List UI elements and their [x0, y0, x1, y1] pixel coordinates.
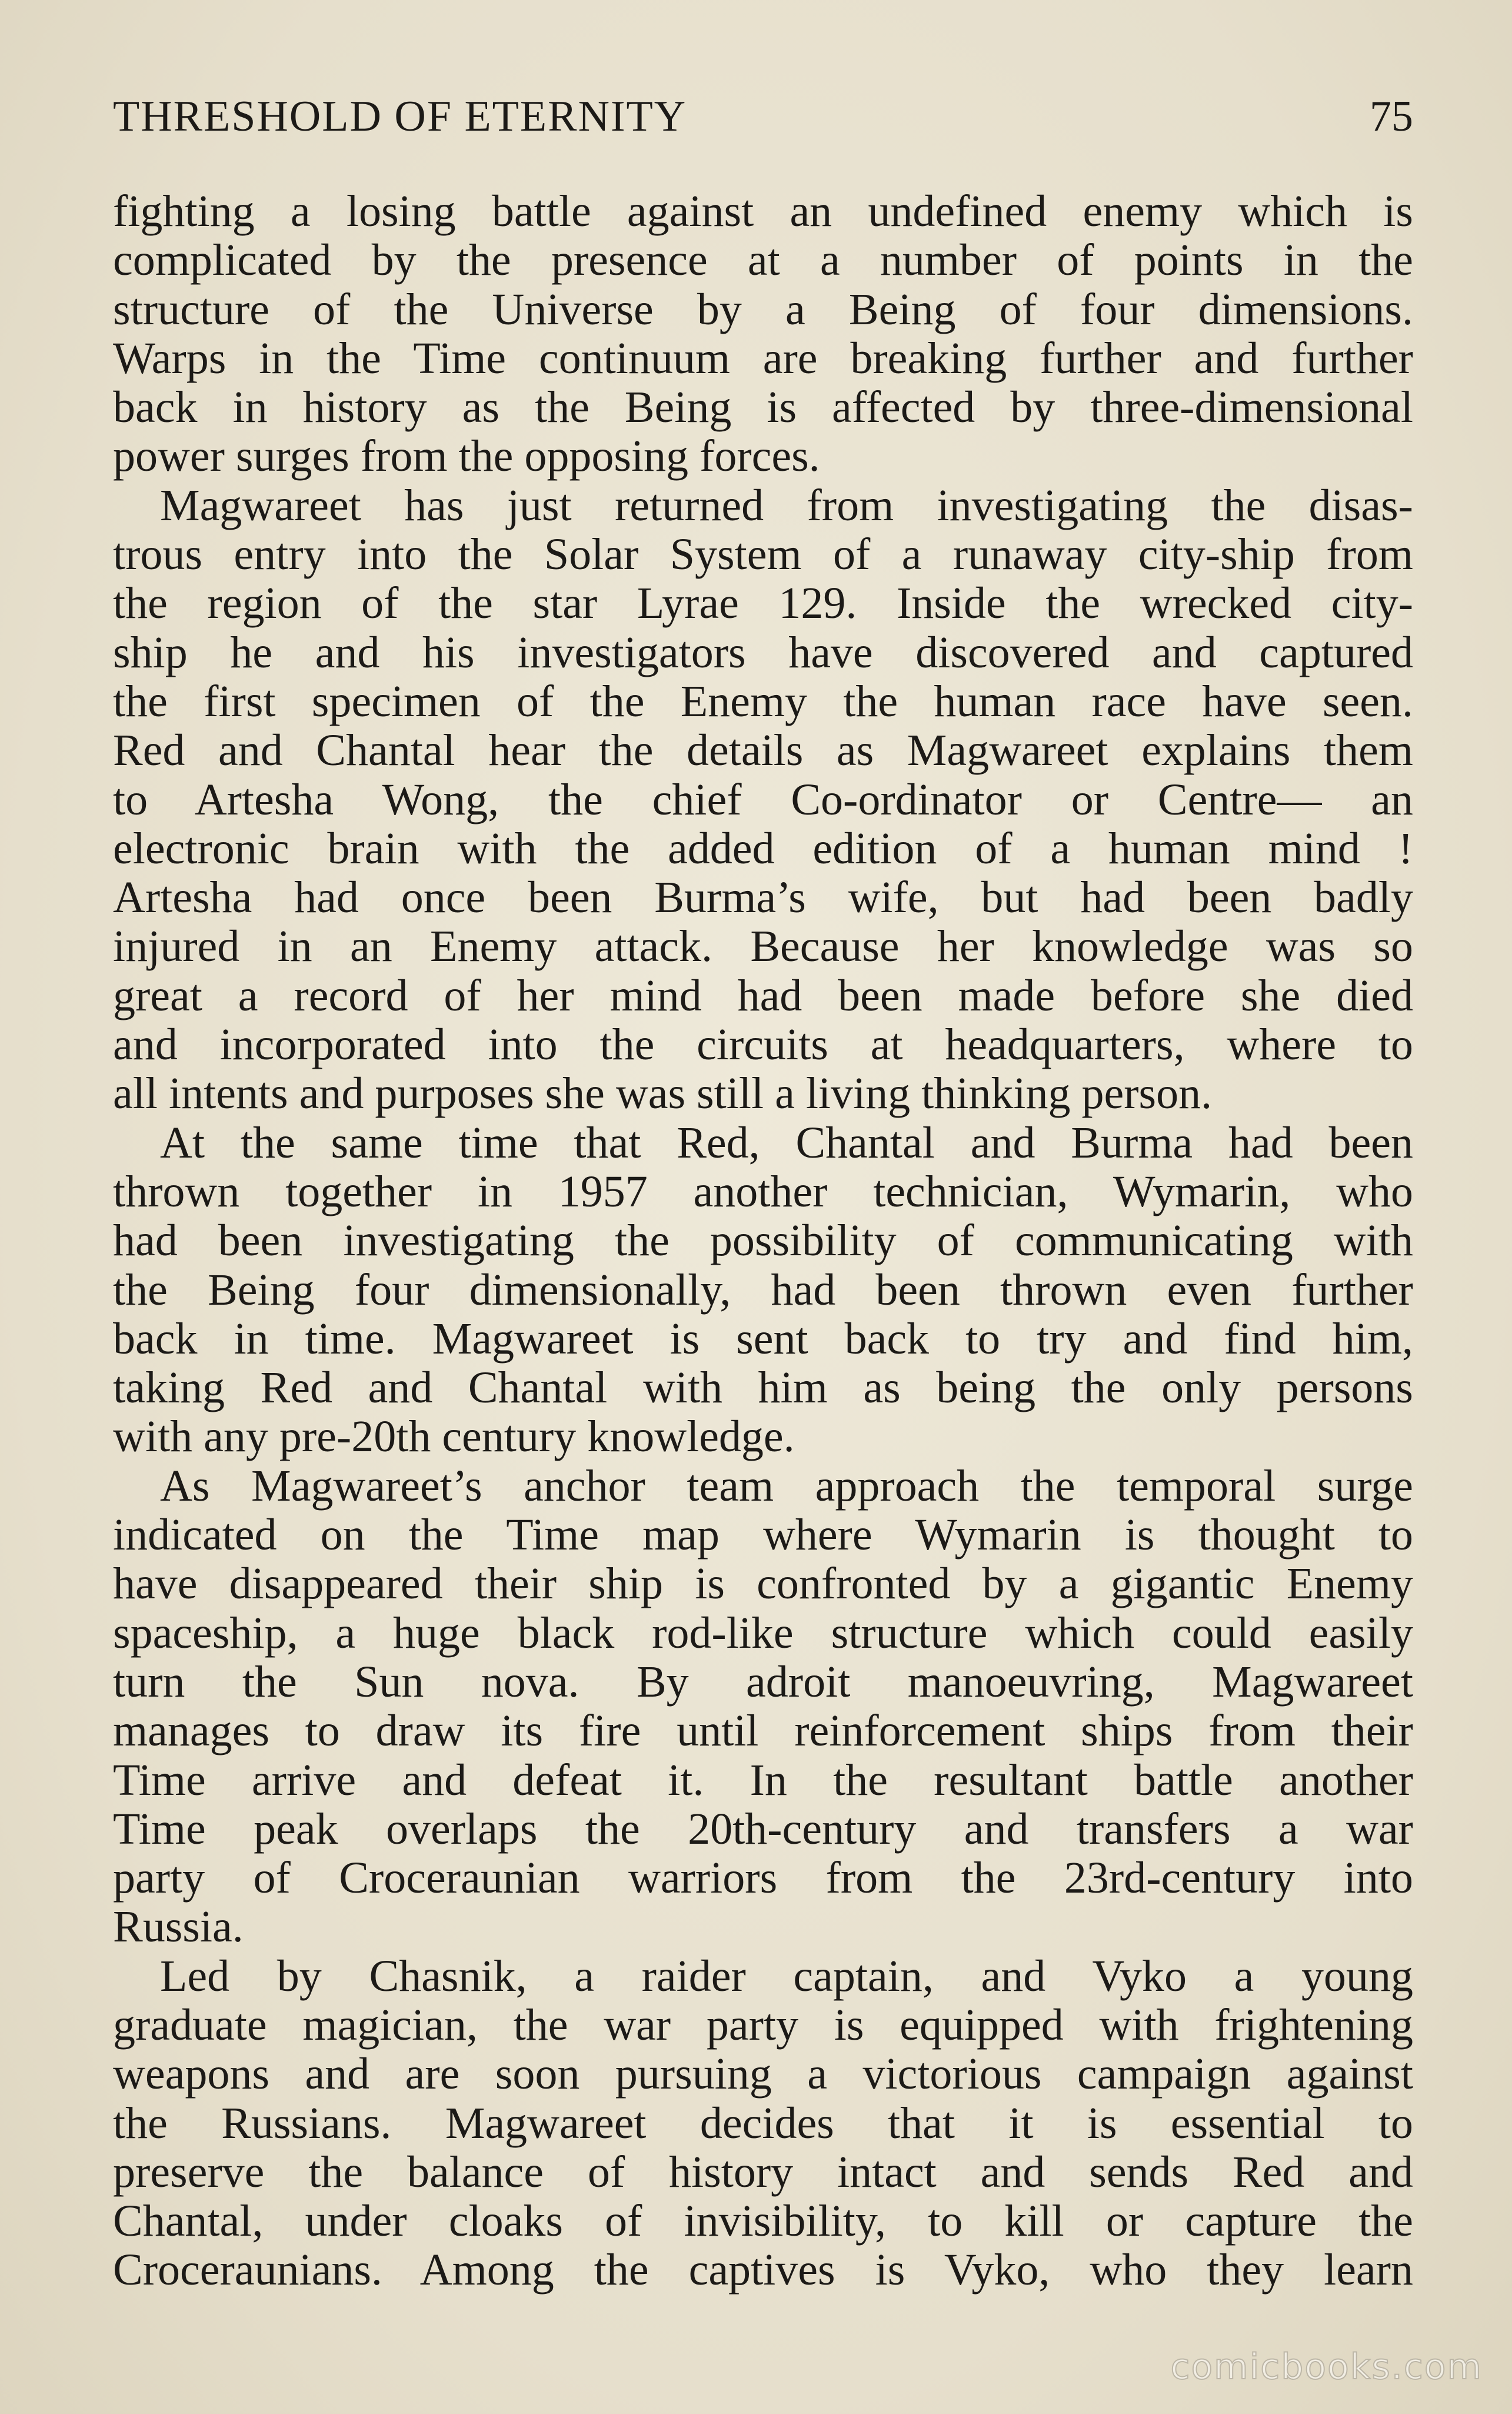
text-line: all intents and purposes she was still a living thinking person. — [113, 1069, 1213, 1119]
text-line: trous entry into the Solar System of a runaway city-ship from — [113, 530, 1413, 580]
text-line: indicated on the Time map where Wymarin is thought to — [113, 1510, 1413, 1560]
text-line: As Magwareet’s anchor team approach the temporal surge — [160, 1461, 1413, 1511]
text-line: Chantal, under cloaks of invisibility, to kill or capture the — [113, 2196, 1413, 2246]
paragraph — [113, 1952, 1413, 2295]
running-title: THRESHOLD OF ETERNITY — [113, 92, 687, 141]
text-line: Warps in the Time continuum are breaking further and further — [113, 333, 1413, 383]
page-number: 75 — [1370, 92, 1413, 141]
text-line: electronic brain with the added edition of a human mind ! — [113, 823, 1413, 873]
text-line: complicated by the presence at a number of points in the — [113, 235, 1413, 285]
page-header — [113, 87, 1413, 146]
text-line: thrown together in 1957 another technician, Wymarin, who — [113, 1166, 1413, 1216]
paragraph — [113, 481, 1413, 1119]
text-line: structure of the Universe by a Being of four dimensions. — [113, 284, 1413, 334]
text-line: the region of the star Lyrae 129. Inside the wrecked city- — [113, 578, 1413, 629]
text-line: have disappeared their ship is confronted by a gigantic Enemy — [113, 1559, 1413, 1609]
text-line: Russia. — [113, 1902, 244, 1952]
text-line: Time arrive and defeat it. In the resultant battle another — [113, 1755, 1413, 1805]
text-line: weapons and are soon pursuing a victorious campaign against — [113, 2049, 1413, 2099]
text-line: the first specimen of the Enemy the human race have seen. — [113, 676, 1413, 726]
text-line: great a record of her mind had been made before she died — [113, 970, 1413, 1020]
watermark: comicbooks.com — [1170, 2346, 1483, 2388]
text-line: to Artesha Wong, the chief Co-ordinator or Centre— an — [113, 774, 1413, 824]
text-line: back in time. Magwareet is sent back to try and find him, — [113, 1314, 1413, 1364]
paragraph — [113, 1119, 1413, 1462]
text-line: injured in an Enemy attack. Because her knowledge was so — [113, 922, 1413, 972]
paragraph — [113, 1462, 1413, 1952]
text-line: Croceraunians. Among the captives is Vyko, who they learn — [113, 2245, 1413, 2295]
text-line: the Russians. Magwareet decides that it is essential to — [113, 2098, 1413, 2148]
text-line: taking Red and Chantal with him as being the only persons — [113, 1363, 1413, 1413]
text-line: the Being four dimensionally, had been thrown even further — [113, 1265, 1413, 1315]
text-line: party of Croceraunian warriors from the 23rd-century into — [113, 1853, 1413, 1903]
text-line: Magwareet has just returned from investigating the disas- — [160, 480, 1413, 530]
body-text — [113, 187, 1413, 2295]
text-line: power surges from the opposing forces. — [113, 431, 820, 481]
text-line: Time peak overlaps the 20th-century and transfers a war — [113, 1804, 1413, 1854]
text-line: spaceship, a huge black rod-like structure which could easily — [113, 1608, 1413, 1658]
paragraph — [113, 187, 1413, 481]
text-line: back in history as the Being is affected by three-dimensional — [113, 383, 1413, 433]
text-line: ship he and his investigators have discovered and captured — [113, 627, 1413, 677]
text-line: manages to draw its fire until reinforcement ships from their — [113, 1706, 1413, 1756]
text-line: turn the Sun nova. By adroit manoeuvring, Magwareet — [113, 1657, 1413, 1707]
text-line: fighting a losing battle against an undefined enemy which is — [113, 187, 1413, 236]
text-line: preserve the balance of history intact and sends Red and — [113, 2147, 1413, 2197]
text-line: with any pre-20th century knowledge. — [113, 1412, 795, 1462]
text-line: and incorporated into the circuits at headquarters, where to — [113, 1020, 1413, 1070]
text-line: graduate magician, the war party is equipped with frightening — [113, 2000, 1413, 2050]
text-line: Artesha had once been Burma’s wife, but had been badly — [113, 873, 1413, 923]
text-line: had been investigating the possibility of communicating with — [113, 1216, 1413, 1266]
text-line: Led by Chasnik, a raider captain, and Vyko a young — [160, 1951, 1413, 2001]
text-line: Red and Chantal hear the details as Magwareet explains them — [113, 726, 1413, 776]
text-line: At the same time that Red, Chantal and Burma had been — [160, 1118, 1413, 1168]
